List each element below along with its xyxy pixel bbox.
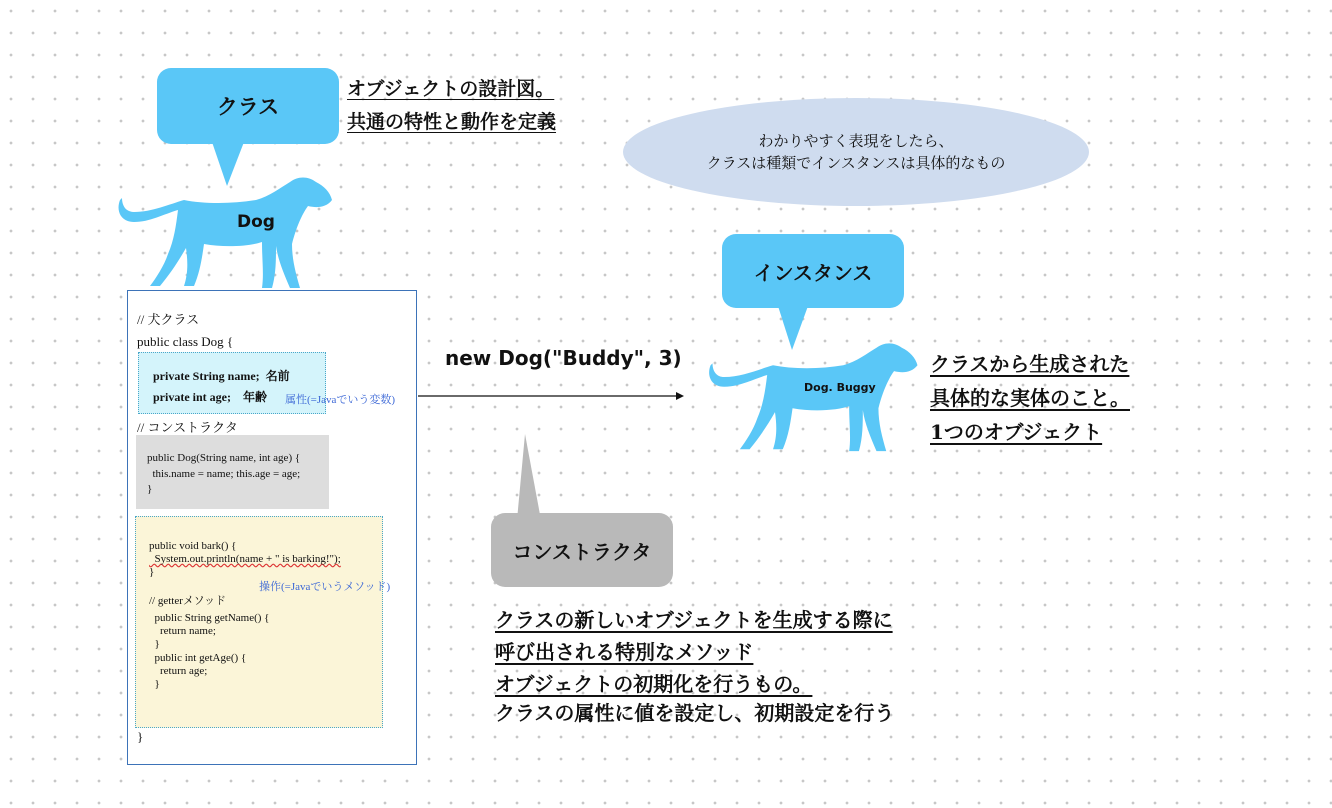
- class-dog-label: Dog: [237, 212, 275, 232]
- code-comment-constructor: // コンストラクタ: [137, 420, 238, 435]
- code-ctor-line2: this.name = name; this.age = age;: [147, 468, 301, 480]
- constructor-description-line4: クラスの属性に値を設定し、初期設定を行う: [495, 701, 895, 725]
- code-ctor-line1: public Dog(String name, int age) {: [147, 452, 301, 464]
- class-description-line1: オブジェクトの設計図。: [347, 78, 555, 100]
- code-bark-line1: public void bark() {: [149, 540, 237, 552]
- class-speech-bubble: [157, 68, 339, 144]
- operation-label: 操作(=Javaでいうメソッド): [259, 581, 391, 593]
- instance-description-line1: クラスから生成された: [930, 352, 1130, 376]
- code-field-name: private String name; 名前: [153, 369, 290, 383]
- instance-bubble-label: インスタンス: [753, 260, 873, 285]
- code-getage-line1: public int getAge() {: [149, 652, 247, 664]
- code-getname-line1: public String getName() {: [149, 612, 270, 624]
- attribute-label: 属性(=Javaでいう変数): [285, 394, 396, 406]
- analogy-line1: わかりやすく表現をしたら、: [758, 132, 954, 150]
- dog-icon: [112, 170, 342, 295]
- constructor-bubble-label: コンストラクタ: [512, 539, 652, 564]
- instance-speech-bubble: [722, 234, 904, 308]
- code-field-age: private int age; 年齢: [153, 390, 267, 404]
- constructor-description-line3: オブジェクトの初期化を行うもの。: [495, 672, 813, 696]
- analogy-ellipse: [623, 98, 1089, 206]
- code-class-declaration: public class Dog {: [137, 334, 234, 349]
- code-ctor-line3: }: [147, 483, 153, 495]
- code-getage-line3: }: [149, 678, 160, 690]
- class-bubble-label: クラス: [216, 95, 280, 119]
- code-getname-line3: }: [149, 638, 160, 650]
- code-getage-line2: return age;: [149, 665, 208, 677]
- code-getname-line2: return name;: [149, 625, 216, 637]
- instance-dog-label: Dog. Buggy: [804, 381, 876, 394]
- constructor-description-line1: クラスの新しいオブジェクトを生成する際に: [495, 608, 893, 632]
- instance-description-line2: 具体的な実体のこと。: [930, 386, 1130, 410]
- constructor-speech-bubble: [491, 513, 673, 587]
- class-description-line2: 共通の特性と動作を定義: [347, 111, 557, 133]
- code-class-close: }: [137, 729, 144, 744]
- new-dog-expression: new Dog("Buddy", 3): [445, 346, 682, 370]
- code-getter-comment: // getterメソッド: [149, 595, 227, 607]
- instance-description-line3: 1つのオブジェクト: [930, 420, 1103, 444]
- analogy-line2: クラスは種類でインスタンスは具体的なもの: [706, 154, 1006, 172]
- code-comment-class: // 犬クラス: [137, 312, 200, 327]
- dog-icon: [702, 336, 928, 458]
- code-bark-line3: }: [149, 566, 155, 578]
- constructor-description-line2: 呼び出される特別なメソッド: [495, 640, 754, 664]
- code-panel: [127, 290, 417, 765]
- constructor-bubble-tail: [505, 432, 555, 522]
- code-bark-line2: System.out.println(name + " is barking!");: [149, 553, 341, 565]
- arrow-right-icon: [418, 388, 688, 404]
